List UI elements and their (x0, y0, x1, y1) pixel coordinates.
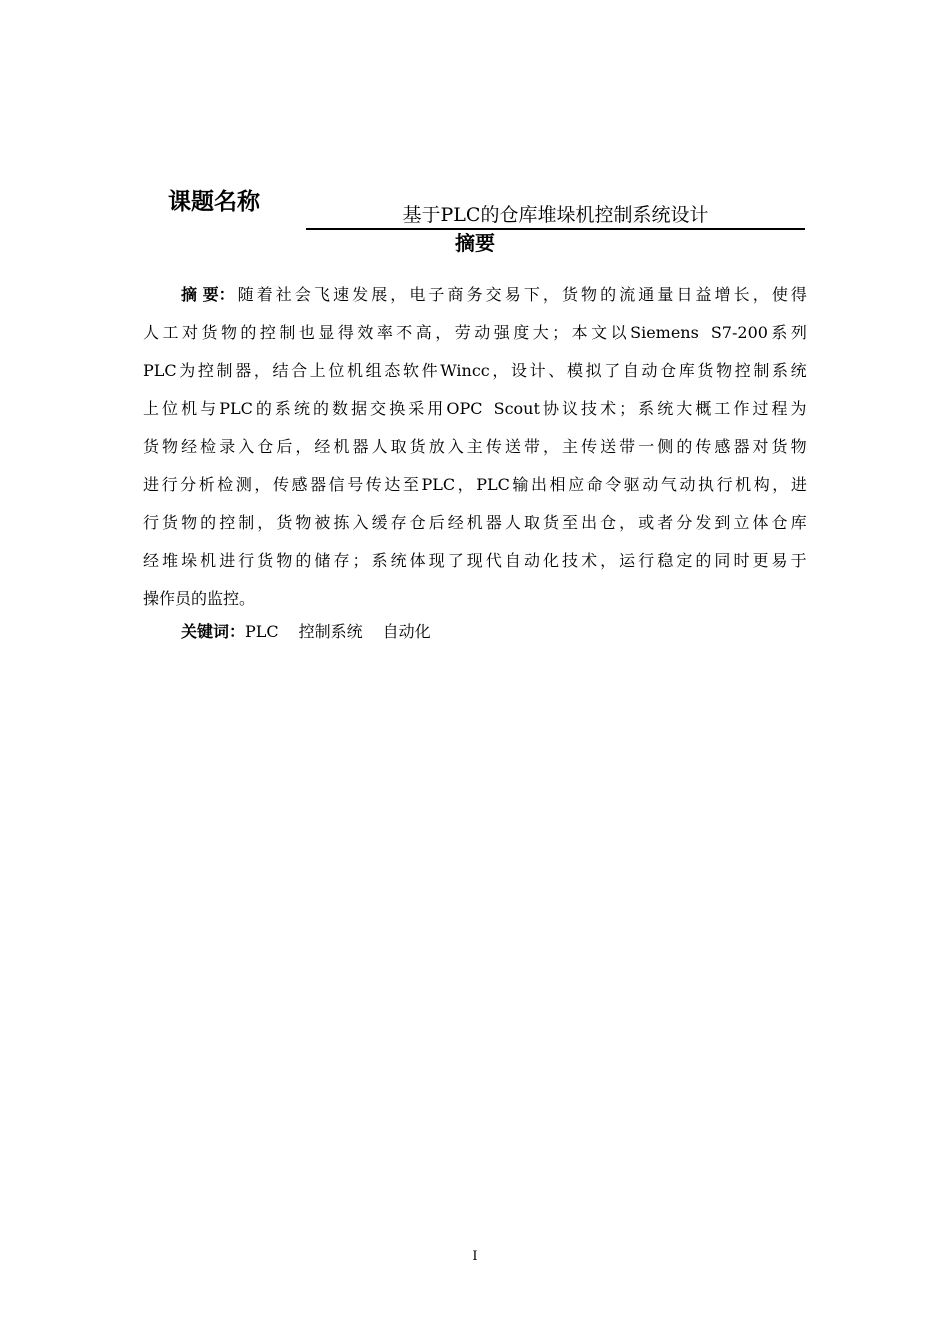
abstract-line-segment: 术 (600, 399, 617, 418)
abstract-line-segment: 上 (309, 361, 326, 380)
abstract-line-segment: 物 (181, 513, 198, 532)
abstract-line-segment: 存 (390, 513, 407, 532)
abstract-line-segment: 用 (427, 399, 444, 418)
abstract-line-segment: 据 (351, 399, 368, 418)
abstract-line-segment: 换 (389, 399, 406, 418)
abstract-line-segment: 着 (256, 285, 273, 304)
abstract-line-segment: 经 (314, 437, 331, 456)
abstract-line-segment: 测 (235, 475, 252, 494)
abstract-line-segment: ， (295, 437, 312, 456)
abstract-line-segment: 了 (447, 551, 464, 570)
abstract-line-segment: 合 (291, 361, 308, 380)
abstract-line-segment: 驱 (623, 475, 640, 494)
abstract-line-segment: 显 (318, 323, 335, 342)
abstract-line-segment: 垛 (181, 551, 198, 570)
abstract-line-segment: 的 (600, 285, 617, 304)
topic-title: 基于PLC的仓库堆垛机控制系统设计 (402, 204, 709, 226)
abstract-line-segment: ， (542, 285, 559, 304)
abstract-line-segment: ， (253, 361, 270, 380)
abstract-line-segment: 仓 (600, 513, 617, 532)
abstract-line-segment: 一 (638, 437, 655, 456)
abstract-line-segment: 至 (562, 513, 579, 532)
abstract-line-segment: 增 (714, 285, 731, 304)
abstract-line-segment: 展 (371, 285, 388, 304)
abstract-line-segment: 的 (295, 551, 312, 570)
keyword-item: PLC (245, 622, 279, 641)
abstract-line-segment: ； (552, 323, 569, 342)
abstract-line-segment: 系 (371, 551, 388, 570)
abstract-line-segment: 器 (352, 437, 369, 456)
abstract-line-segment: 系 (638, 399, 655, 418)
abstract-line-segment: ， (390, 285, 407, 304)
abstract-line-segment: 的 (240, 323, 257, 342)
abstract-line-segment: 交 (485, 285, 502, 304)
abstract-line-segment: 位 (162, 399, 179, 418)
abstract-line-segment: ， (257, 513, 274, 532)
keyword-item: 控制系统 (298, 622, 363, 641)
abstract-line-segment: 进 (219, 551, 236, 570)
abstract-line-segment: 本 (571, 323, 588, 342)
abstract-line-segment: OPC (446, 399, 483, 418)
abstract-line-segment: 货 (561, 285, 578, 304)
abstract-line-segment: 劳 (454, 323, 471, 342)
abstract-line-segment: 量 (657, 285, 674, 304)
abstract-line-segment: 工 (714, 399, 731, 418)
abstract-line-segment: 程 (771, 399, 788, 418)
abstract-line-segment: 传 (695, 437, 712, 456)
abstract-line-segment: 文 (591, 323, 608, 342)
abstract-line-segment: 的 (200, 513, 217, 532)
abstract-line-segment: 动 (679, 475, 696, 494)
abstract-line-segment: PLC (219, 399, 253, 418)
abstract-line-segment: 输 (512, 475, 529, 494)
abstract-line-segment: 统 (390, 551, 407, 570)
abstract-line-segment: 概 (695, 399, 712, 418)
abstract-line-segment: 主 (466, 437, 483, 456)
keywords-label: 关键词： (181, 622, 246, 641)
abstract-line-segment: 侧 (657, 437, 674, 456)
abstract-line-segment: 件 (421, 361, 438, 380)
abstract-line-segment: Scout (493, 399, 540, 418)
abstract-line-segment: 社 (275, 285, 292, 304)
abstract-line-segment: 的 (255, 399, 272, 418)
abstract-line-segment: 益 (695, 285, 712, 304)
abstract-line-segment: 器 (310, 475, 327, 494)
abstract-line-segment: 稳 (657, 551, 674, 570)
abstract-line-segment: 货 (201, 323, 218, 342)
abstract-line (143, 319, 807, 357)
abstract-line-segment: 制 (279, 323, 296, 342)
abstract-line-segment: 对 (752, 437, 769, 456)
abstract-line-segment: 系 (274, 399, 291, 418)
abstract-line-segment: 感 (291, 475, 308, 494)
abstract-line (143, 357, 807, 395)
abstract-line-segment: 行 (143, 513, 160, 532)
abstract-line (143, 281, 807, 319)
abstract-line-segment: 经 (447, 513, 464, 532)
abstract-line-segment: 器 (733, 437, 750, 456)
abstract-line-segment: 制 (753, 361, 770, 380)
abstract-line-segment: 物 (716, 361, 733, 380)
abstract-line-segment: 系 (771, 323, 788, 342)
abstract-line-segment: 出 (581, 513, 598, 532)
abstract-line-segment: 统 (657, 399, 674, 418)
abstract-line-segment: 随 (237, 285, 254, 304)
abstract-line-segment: 交 (370, 399, 387, 418)
abstract-line-segment: 控 (734, 361, 751, 380)
abstract-line-segment: 带 (523, 437, 540, 456)
abstract-line-segment: 被 (314, 513, 331, 532)
abstract-line-segment: 动 (523, 551, 540, 570)
abstract-line (143, 471, 807, 509)
abstract-line-segment: 机 (333, 437, 350, 456)
abstract-line-segment: 货 (697, 361, 714, 380)
abstract-line-segment: 检 (200, 437, 217, 456)
abstract-line-segment: 化 (542, 551, 559, 570)
abstract-line-segment: ， (435, 323, 452, 342)
abstract-line-segment: 制 (216, 361, 233, 380)
abstract-line-segment: 信 (328, 475, 345, 494)
abstract-line-segment: PLC (421, 475, 456, 494)
abstract-line-segment: 数 (332, 399, 349, 418)
abstract-line-segment: 带 (619, 437, 636, 456)
abstract-line-segment: 经 (143, 551, 160, 570)
abstract-line-segment: 控 (259, 323, 276, 342)
abstract-line-segment: 送 (504, 437, 521, 456)
abstract-line-segment: 效 (357, 323, 374, 342)
abstract-line-segment: 执 (698, 475, 715, 494)
abstract-line-segment: 过 (752, 399, 769, 418)
abstract-line-segment: 得 (337, 323, 354, 342)
abstract-line-segment: 现 (428, 551, 445, 570)
abstract-line-segment: 行 (638, 551, 655, 570)
abstract-line-segment: 协 (542, 399, 559, 418)
abstract-line-segment: 长 (733, 285, 750, 304)
abstract-line-segment: 仓 (257, 437, 274, 456)
abstract-line-segment: 、 (548, 361, 565, 380)
abstract-heading: 摘要 (455, 231, 495, 255)
abstract-line-segment: 货 (771, 437, 788, 456)
abstract-line-segment: 储 (314, 551, 331, 570)
abstract-line-segment: 操作员的监控。 (143, 589, 256, 608)
abstract-line-segment: 主 (562, 437, 579, 456)
abstract-line-segment: 电 (409, 285, 426, 304)
abstract-line-segment: 于 (790, 551, 807, 570)
abstract-line-segment: 达 (384, 475, 401, 494)
abstract-line-segment: 组 (365, 361, 382, 380)
abstract-line-segment: 系 (771, 361, 788, 380)
abstract-line-segment: 使 (771, 285, 788, 304)
abstract-line-segment: 自 (504, 551, 521, 570)
abstract-line-segment: 易 (504, 285, 521, 304)
abstract-line-segment: 现 (466, 551, 483, 570)
abstract-line-segment: 的 (695, 551, 712, 570)
abstract-line-segment: 后 (276, 437, 293, 456)
abstract-line-segment: 自 (622, 361, 639, 380)
abstract-line-segment: 取 (523, 513, 540, 532)
abstract-line-segment: 行 (716, 475, 733, 494)
abstract-line-segment: 技 (581, 399, 598, 418)
abstract-line-segment: 飞 (313, 285, 330, 304)
abstract-line-segment: 货 (409, 437, 426, 456)
abstract-line-segment: 运 (619, 551, 636, 570)
abstract-line-segment: 大 (676, 399, 693, 418)
abstract-line-segment: 物 (276, 551, 293, 570)
abstract-line-segment: 物 (581, 285, 598, 304)
abstract-line-segment: 传 (581, 437, 598, 456)
abstract-line-segment: 动 (641, 361, 658, 380)
abstract-line-segment: 令 (605, 475, 622, 494)
abstract-line-segment: 立 (733, 513, 750, 532)
abstract-line-segment: 存 (333, 551, 350, 570)
abstract-line-segment: Wincc (440, 361, 490, 380)
abstract-line-segment: 为 (179, 361, 196, 380)
abstract-line-segment: 气 (660, 475, 677, 494)
abstract-line-segment: 货 (542, 513, 559, 532)
abstract-line-segment: 动 (642, 475, 659, 494)
abstract-line-segment: 货 (162, 513, 179, 532)
abstract-line-segment: 进 (790, 475, 807, 494)
abstract-line-segment: ， (457, 475, 474, 494)
abstract-line-segment: 或 (638, 513, 655, 532)
abstract-line-segment: 取 (390, 437, 407, 456)
abstract-line-segment: 代 (485, 551, 502, 570)
abstract-line-segment: 机 (181, 399, 198, 418)
abstract-line-segment: 大 (532, 323, 549, 342)
abstract-line-segment: 列 (790, 323, 807, 342)
abstract-line-segment: 同 (714, 551, 731, 570)
abstract-line-segment: 到 (714, 513, 731, 532)
abstract-line-segment: 务 (466, 285, 483, 304)
abstract-line-segment: ， (600, 551, 617, 570)
abstract-line-segment: 命 (586, 475, 603, 494)
abstract-line-segment: 器 (235, 361, 252, 380)
abstract-line-segment: 分 (180, 475, 197, 494)
abstract-line-segment: 行 (238, 551, 255, 570)
abstract-line-segment: 经 (181, 437, 198, 456)
abstract-line-segment: 检 (217, 475, 234, 494)
abstract-line-segment: 软 (402, 361, 419, 380)
abstract-line-segment: 子 (428, 285, 445, 304)
abstract-line-segment: 出 (530, 475, 547, 494)
abstract-line-segment: 设 (511, 361, 528, 380)
abstract-line-segment: ， (752, 285, 769, 304)
abstract-line-segment: 动 (474, 323, 491, 342)
abstract-line-segment: 应 (568, 475, 585, 494)
abstract-line-segment: 传 (365, 475, 382, 494)
abstract-line-segment: 送 (600, 437, 617, 456)
abstract-line (143, 547, 807, 585)
abstract-line-segment: 分 (676, 513, 693, 532)
abstract-line-segment: 析 (198, 475, 215, 494)
abstract-line-segment: 速 (333, 285, 350, 304)
abstract-line-segment: 机 (735, 475, 752, 494)
abstract-line-segment: 仓 (409, 513, 426, 532)
abstract-line-segment: 得 (790, 285, 807, 304)
abstract-line-segment: 计 (529, 361, 546, 380)
abstract-line-segment: 物 (162, 437, 179, 456)
keyword-item: 自动化 (382, 622, 431, 641)
abstract-line-segment: ， (492, 361, 509, 380)
abstract-line-segment: 堆 (162, 551, 179, 570)
abstract-line-segment: 上 (143, 399, 160, 418)
abstract-line-segment: 制 (238, 513, 255, 532)
abstract-line-segment: 货 (143, 437, 160, 456)
abstract-line-segment: ， (772, 475, 789, 494)
abstract-line-segment: 强 (493, 323, 510, 342)
abstract-line-segment: 会 (294, 285, 311, 304)
abstract-line-segment: 拟 (585, 361, 602, 380)
abstract-line-segment: ， (542, 437, 559, 456)
topic-label: 课题名称 (168, 189, 260, 215)
abstract-line-segment: 统 (293, 399, 310, 418)
abstract-line (143, 433, 807, 471)
abstract-line-segment: 物 (220, 323, 237, 342)
abstract-label: 摘 要： (181, 285, 235, 304)
abstract-line-segment: 入 (352, 513, 369, 532)
abstract-line-segment: 构 (753, 475, 770, 494)
abstract-line-segment: 机 (200, 551, 217, 570)
abstract-line-segment: 传 (485, 437, 502, 456)
abstract-line-segment: 体 (752, 513, 769, 532)
keywords-line (181, 618, 451, 646)
abstract-line-segment: 后 (428, 513, 445, 532)
abstract-line-segment: 体 (409, 551, 426, 570)
abstract-line-segment: PLC (143, 361, 177, 380)
abstract-line-segment: 高 (415, 323, 432, 342)
abstract-line-segment: 的 (313, 399, 330, 418)
abstract-line-segment: 库 (678, 361, 695, 380)
abstract-line-segment: 控 (219, 513, 236, 532)
abstract-line-segment: 技 (562, 551, 579, 570)
abstract-line-segment: 作 (733, 399, 750, 418)
abstract-line-segment: 对 (181, 323, 198, 342)
abstract-line-segment: 定 (676, 551, 693, 570)
abstract-line-segment: 态 (384, 361, 401, 380)
abstract-line-segment: 采 (408, 399, 425, 418)
abstract-line-segment: 至 (402, 475, 419, 494)
abstract-line-segment: 不 (396, 323, 413, 342)
abstract-line-segment: 放 (428, 437, 445, 456)
abstract-line-segment: 术 (581, 551, 598, 570)
abstract-line-segment: 拣 (333, 513, 350, 532)
abstract-line-segment: 结 (272, 361, 289, 380)
abstract-line-segment: 也 (298, 323, 315, 342)
abstract-line-segment: 统 (790, 361, 807, 380)
abstract-line-segment: 控 (197, 361, 214, 380)
abstract-line-segment: 货 (257, 551, 274, 570)
abstract-line-segment: 器 (485, 513, 502, 532)
page-number: I (472, 1249, 478, 1264)
abstract-line-segment: 了 (604, 361, 621, 380)
abstract-line-segment: 货 (276, 513, 293, 532)
abstract-line-segment: 为 (790, 399, 807, 418)
abstract-line-segment: PLC (476, 475, 510, 494)
abstract-line-segment: 以 (610, 323, 627, 342)
abstract-line-segment: 时 (733, 551, 750, 570)
abstract-line-segment: 人 (371, 437, 388, 456)
abstract-line-segment (702, 319, 707, 357)
abstract-line-segment: 物 (790, 437, 807, 456)
abstract-line-segment: 通 (638, 285, 655, 304)
abstract-line-segment: 模 (566, 361, 583, 380)
abstract-line-segment: 感 (714, 437, 731, 456)
abstract-line-segment: 入 (238, 437, 255, 456)
abstract-line-segment: 的 (676, 437, 693, 456)
abstract-line-segment: 商 (447, 285, 464, 304)
abstract-line-segment: 仓 (660, 361, 677, 380)
abstract-line-segment (485, 395, 490, 433)
abstract-line-segment: 度 (513, 323, 530, 342)
abstract-line-segment: 机 (347, 361, 364, 380)
abstract-line-segment: 与 (200, 399, 217, 418)
abstract-line-segment: 人 (504, 513, 521, 532)
abstract-line-segment: 号 (347, 475, 364, 494)
abstract-line-segment: S7-200 (710, 323, 768, 342)
abstract-line-segment: 日 (676, 285, 693, 304)
abstract-line-segment: 录 (219, 437, 236, 456)
abstract-line (143, 395, 807, 433)
abstract-line-segment: ， (619, 513, 636, 532)
abstract-line-segment: 相 (549, 475, 566, 494)
abstract-line-segment: 率 (376, 323, 393, 342)
abstract-line-segment: 议 (561, 399, 578, 418)
abstract-line-segment: 发 (352, 285, 369, 304)
abstract-line-segment: 发 (695, 513, 712, 532)
abstract-line-segment: 传 (272, 475, 289, 494)
abstract-line-segment: ； (619, 399, 636, 418)
abstract-line-segment: 物 (295, 513, 312, 532)
abstract-body (143, 281, 807, 623)
abstract-line-segment: 位 (328, 361, 345, 380)
abstract-line-segment: ； (352, 551, 369, 570)
abstract-line-segment: 易 (771, 551, 788, 570)
abstract-line-segment: 人 (143, 323, 160, 342)
abstract-line-segment: Siemens (630, 323, 699, 342)
abstract-line-segment: 工 (162, 323, 179, 342)
abstract-line-segment: 机 (466, 513, 483, 532)
abstract-line-segment: 更 (752, 551, 769, 570)
abstract-line-segment: 缓 (371, 513, 388, 532)
abstract-line-segment: 行 (161, 475, 178, 494)
abstract-line-segment: 入 (447, 437, 464, 456)
abstract-line-segment: 仓 (771, 513, 788, 532)
abstract-line (143, 509, 807, 547)
abstract-line-segment: ， (254, 475, 271, 494)
abstract-line-segment: 者 (657, 513, 674, 532)
abstract-line-segment: 进 (143, 475, 160, 494)
abstract-line-segment: 下 (523, 285, 540, 304)
abstract-line-segment: 库 (790, 513, 807, 532)
abstract-line-segment: 流 (619, 285, 636, 304)
